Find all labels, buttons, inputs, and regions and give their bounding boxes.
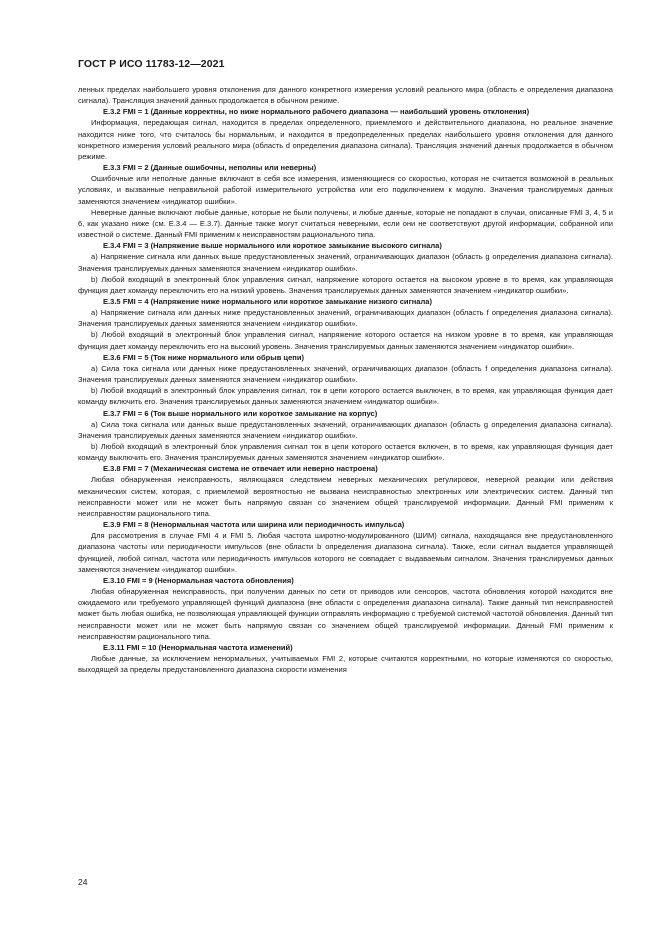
list-item: а) Напряжение сигнала или данных ниже предустановленных значений, ограничивающих диапазон (область f определения диапазона сигнала). Значения транслируемых данных заменяются значением «индикатор ошибки». <box>78 308 613 329</box>
paragraph: Любые данные, за исключением ненормальных, учитываемых FMI 2, которые считаются корректными, но которые изменяются со скоростью, выходящей за пределы предустановленного диапазона скорости изменения <box>78 653 613 675</box>
section-heading-e33: Е.3.3 FMI = 2 (Данные ошибочны, неполны или неверны) <box>103 163 317 173</box>
section-heading-e38: Е.3.8 FMI = 7 (Механическая система не отвечает или неверно настроена) <box>103 464 378 474</box>
section-heading-e34: Е.3.4 FMI = 3 (Напряжение выше нормального или короткое замыкание высокого сигнала) <box>103 241 442 251</box>
paragraph: Ошибочные или неполные данные включают в себя все измерения, изменяющиеся со скоростью, которая не считается возможной в реальных условиях, и вызванные неправильной работой измерительного устройства или его подключением к модулю. Значения транслируемых данных заменяются значением «индикатор ошибки». <box>78 174 613 206</box>
paragraph-continuation: ленных пределах наибольшего уровня отклонения для данного конкретного измерения условий реального мира (область e определения диапазона сигнала). Трансляция значений данных продолжается в обычном режиме. <box>78 85 613 106</box>
paragraph: Для рассмотрения в случае FMI 4 и FMI 5. Любая частота широтно-модулированного (ШИМ) сигнала, находящаяся вне предустановленного диапазона частоты или периодичности импульсов (вне области b определения диапазона сигнала). Также, если сигнал выдается управляющей функцией, любой сигнал, частота или периодичность импульсов которого не совпадает с выдаваемым сигналом. Значения транслируемых данных заменяются значением «индикатор ошибки». <box>78 531 613 574</box>
paragraph: Информация, передающая сигнал, находится в пределах определенного, приемлемого и действительного диапазона, но реальное значение находится ниже того, что считалось бы нормальным, и находится в предопределенных пределах наибольшего уровня отклонения для данного конкретного измерения условий реального мира (область d определения диапазона сигнала). Трансляция значений данных продолжается в обычном режиме. <box>78 118 613 161</box>
list-item: b) Любой входящий в электронный блок управления сигнал, напряжение которого остается на высоком уровне в то время, как управляющая функция дает команду переключить его на низкий уровень. Значения транслируемых данных заменяются значением «индикатор ошибки». <box>78 274 613 295</box>
section-heading-e37: Е.3.7 FMI = 6 (Ток выше нормального или короткое замыкание на корпус) <box>103 408 378 418</box>
paragraph: Любая обнаруженная неисправность, являющаяся следствием неверных механических регулировок, неверной реакции или действия механических систем, которая, с приемлемой вероятностью не вызвана неисправностью электронных или электрических систем. Данный тип неисправности может или не может быть напрямую связан со значением общей транслируемой информации. Данный FMI применим к неисправностям рационального типа. <box>78 475 613 518</box>
document-header: ГОСТ Р ИСО 11783-12—2021 <box>78 58 225 70</box>
list-item: b) Любой входящий в электронный блок управления сигнал, напряжение которого остается на низком уровне в то время, как управляющая функция дает команду переключить его на высокий уровень. Значения транслируемых данных заменяются значением «индикатор ошибки». <box>78 330 613 351</box>
page-number: 24 <box>78 877 88 887</box>
list-item: b) Любой входящий в электронный блок управления сигнал ток в цепи которого остается включен, в то время, как управляющая функция дает команду выключить его. Значения транслируемых данных заменяются значением «индикатор ошибки». <box>78 442 613 463</box>
paragraph: Неверные данные включают любые данные, которые не были получены, и любые данные, которые не попадают в случаи, описанные FMI 3, 4, 5 и 6, как указано ниже (см. Е.3.4 — Е.3.7). Данные также могут считаться неверными, если они не соответствуют другой информации, собранной или известной о системе. Данный FMI применим к неисправностям рационального типа. <box>78 207 613 240</box>
list-item: а) Сила тока сигнала или данных ниже предустановленных значений, ограничивающих диапазон (область f определения диапазона сигнала). Значения транслируемых данных заменяются значением «индикатор ошибки». <box>78 363 613 385</box>
list-item: а) Сила тока сигнала или данных выше предустановленных значений, ограничивающих диапазон (область g определения диапазона сигнала). Значения транслируемых данных заменяются значением «индикатор ошибки». <box>78 419 613 440</box>
section-heading-e310: Е.3.10 FMI = 9 (Ненормальная частота обновления) <box>103 575 294 585</box>
paragraph: Любая обнаруженная неисправность, при получении данных по сети от приводов или сенсоров, частота обновления которой находится вне ожидаемого или требуемого управляющей функций диапазона (вне области с определения диапазона сигнала). Также данный тип неисправностей может быть любая ошибка, не позволяющая управляющей функции отправлять информацию с требуемой системой частотой обновления. Данный тип неисправности может или не может быть напрямую связан со значением общей транслируемой информации. Данный FMI применим к неисправностям рационального типа. <box>78 587 613 641</box>
section-heading-e35: Е.3.5 FMI = 4 (Напряжение ниже нормального или короткое замыкание низкого сигнала) <box>103 296 432 306</box>
document-body <box>78 84 613 675</box>
section-heading-e36: Е.3.6 FMI = 5 (Ток ниже нормального или обрыв цепи) <box>103 352 304 362</box>
section-heading-e311: Е.3.11 FMI = 10 (Ненормальная частота изменений) <box>103 642 293 652</box>
section-heading-e39: Е.3.9 FMI = 8 (Ненормальная частота или ширина или периодичность импульса) <box>103 520 405 530</box>
section-heading-e32: Е.3.2 FMI = 1 (Данные корректны, но ниже нормального рабочего диапазона — наибольший уровень отклонения) <box>103 107 530 117</box>
list-item: b) Любой входящий в электронный блок управления сигнал, ток в цепи которого остается выключен, в то время, как управляющая функция дает команду включить его. Значения транслируемых данных заменяются значением «индикатор ошибки». <box>78 386 613 407</box>
list-item: а) Напряжение сигнала или данных выше предустановленных значений, ограничивающих диапазон (область g определения диапазона сигнала). Значения транслируемых данных заменяются значением «индикатор ошибки». <box>78 252 613 273</box>
